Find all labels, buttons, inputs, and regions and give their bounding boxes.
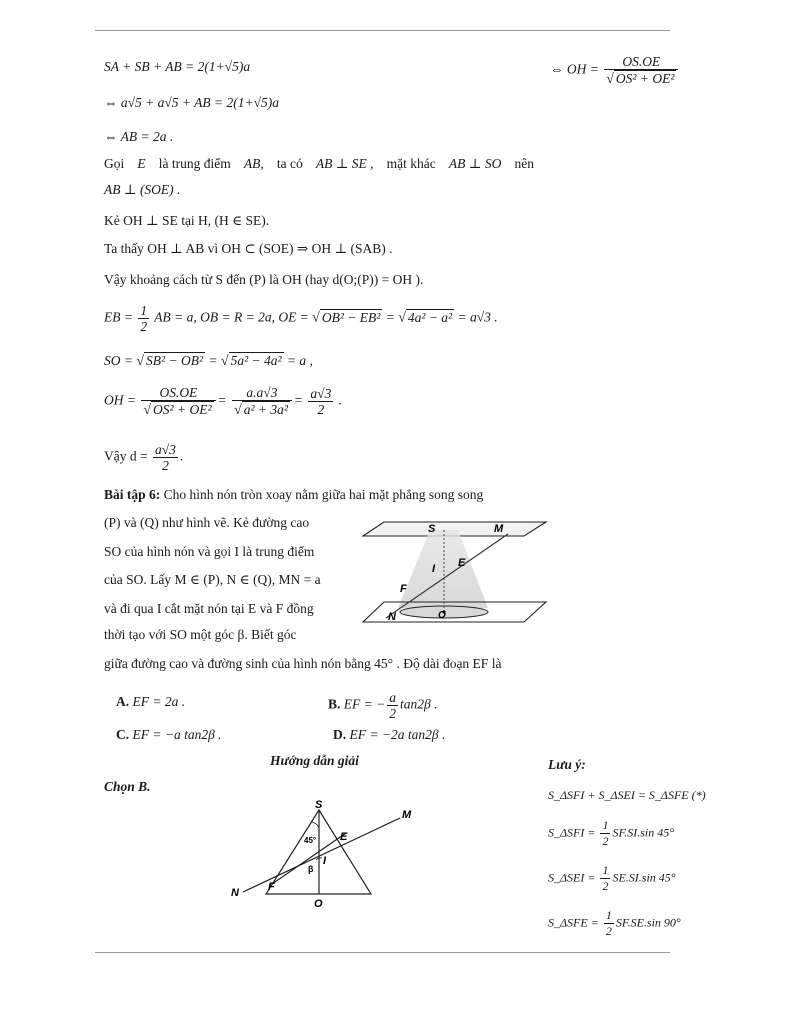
so-sqrt-1: SB² − OB²	[146, 353, 203, 368]
oh-frac-1: $\frac{OS.OE}{\text{√ OS² + OE²}}$	[141, 385, 215, 418]
note-f3-rest: SE.SI.sin 45°	[612, 870, 676, 885]
solution-header: Hướng dẫn giải	[270, 753, 359, 768]
option-b-label: B.	[328, 696, 341, 712]
note-f2	[548, 818, 674, 849]
fig2-label-n: N	[231, 887, 239, 899]
oh-frac-3	[308, 386, 333, 417]
goi-word: Gọi	[104, 156, 125, 171]
oh-frac-2: $\frac{a.a√3}{\text{√ a² + 3a²}}$	[232, 385, 292, 418]
so-equation: SO = √ SB² − OB² = √ 5a² − 4a² = a ,	[104, 353, 313, 369]
vay-d-lhs: Vậy d =	[104, 448, 148, 464]
bottom-rule	[95, 952, 670, 953]
exercise-p6: thời tạo với SO một góc β. Biết góc	[104, 627, 297, 642]
note-f4-num: 1	[605, 908, 612, 922]
option-b-pre: EF = −	[343, 696, 386, 712]
exercise-title: Bài tập 6:	[104, 487, 161, 502]
goi-ab: AB,	[243, 156, 264, 171]
option-a-text: EF = 2a .	[132, 694, 186, 709]
fig2-angle-45: 45°	[304, 836, 317, 845]
right-formula-den: OS² + OE²	[615, 71, 675, 86]
solution-chosen: Chọn B.	[104, 779, 151, 794]
note-title: Lưu ý:	[548, 757, 586, 772]
note-f3-half	[600, 863, 610, 894]
note-f4	[548, 908, 681, 939]
option-a[interactable]	[116, 693, 185, 711]
fig1-label-m: M	[494, 523, 504, 535]
exercise-p5: và đi qua I cắt mặt nón tại E và F đồng	[104, 601, 314, 616]
option-c-text: EF = −a tan2β .	[132, 727, 222, 742]
option-b[interactable]	[328, 690, 437, 721]
eq-line-3: ⇔ AB = 2a .	[104, 129, 174, 144]
oh-num-1: OS.OE	[141, 385, 215, 401]
oh-lhs: OH =	[104, 392, 136, 408]
note-f4-lhs: S_ΔSFE =	[548, 915, 599, 930]
eb-lhs: EB =	[104, 309, 133, 325]
exercise-p7: giữa đường cao và đường sinh của hình nón bằng 45° . Độ dài đoạn EF là	[104, 656, 502, 671]
note-f1: S_ΔSFI + S_ΔSEI = S_ΔSFE (*)	[548, 788, 706, 802]
note-f4-den: 2	[605, 924, 612, 938]
eq-line-2: ⇔ a√5 + a√5 + AB = 2(1+√5)a	[104, 95, 280, 110]
vay-khoang-cach-line: Vậy khoảng cách từ S đến (P) là OH (hay d(O;(P)) = OH ).	[104, 272, 424, 287]
option-b-frac	[387, 690, 398, 721]
option-b-post: tan2β .	[399, 696, 438, 712]
fig1-label-n: N	[388, 611, 396, 623]
oh-num-3: a√3	[310, 386, 332, 401]
vay-d-num: a√3	[154, 442, 176, 457]
exercise-p3: SO của hình nón và gọi I là trung điểm	[104, 544, 315, 559]
exercise-p4: của SO. Lấy M ∈ (P), N ∈ (Q), MN = a	[104, 572, 321, 587]
ta-thay-line: Ta thấy OH ⊥ AB vì OH ⊂ (SOE) ⇒ OH ⊥ (SAB) .	[104, 241, 393, 256]
fig2-label-i: I	[323, 855, 327, 867]
note-f2-rest: SF.SI.sin 45°	[612, 825, 675, 840]
oh-equation: OH = $\frac{OS.OE}{\text{√ OS² + OE²}}$ = $\frac{a.a√3}{\text{√ a² + 3a²}}$ = $\frac{a√3}{2}$ .	[104, 385, 343, 418]
note-f2-lhs: S_ΔSFI =	[548, 825, 596, 840]
note-f2-num: 1	[602, 818, 609, 832]
eb-half-num: 1	[140, 303, 148, 318]
eb-half-den: 2	[140, 319, 148, 334]
eb-sqrt-1: OB² − EB²	[321, 309, 381, 325]
fig2-label-s: S	[315, 800, 323, 811]
note-f2-den: 2	[602, 834, 609, 848]
vay-d-frac	[153, 442, 178, 473]
option-c[interactable]	[116, 726, 222, 744]
note-f3-lhs: S_ΔSEI =	[548, 870, 596, 885]
option-d[interactable]	[333, 726, 445, 744]
oh-den-1: OS² + OE²	[153, 402, 212, 417]
oh-den-2: a² + 3a²	[243, 402, 288, 417]
goi-trung-diem: là trung điểm	[158, 156, 231, 171]
right-formula-num: OS.OE	[604, 54, 678, 70]
option-d-label: D.	[333, 727, 347, 742]
option-c-label: C.	[116, 727, 130, 742]
option-b-den: 2	[389, 706, 396, 721]
so-eq: =	[208, 353, 218, 368]
exercise-intro: Cho hình nón tròn xoay nằm giữa hai mặt phẳng song song	[163, 487, 484, 502]
note-f4-rest: SF.SE.sin 90°	[615, 915, 681, 930]
fig1-label-s: S	[428, 523, 436, 535]
fig1-label-o: O	[438, 610, 446, 621]
fig2-label-f: F	[268, 881, 275, 893]
fig2-label-o: O	[314, 898, 323, 910]
paragraph-goi-e	[104, 155, 534, 173]
eb-sqrt-2: 4a² − a²	[407, 309, 453, 325]
eb-rest: AB = a, OB = R = 2a, OE =	[154, 309, 309, 325]
goi-ab-perp-so: AB ⊥ SO	[448, 156, 502, 171]
fig2-angle-beta: β	[308, 864, 314, 874]
goi-nen: nên	[514, 156, 534, 171]
fig2-label-e: E	[340, 831, 348, 843]
oh-num-2: a.a√3	[232, 385, 292, 401]
goi-ta-co: ta có	[276, 156, 303, 171]
eq-line-1: SA + SB + AB = 2(1+√5)a	[104, 59, 251, 74]
fig2-label-m: M	[402, 809, 412, 821]
cone-figure	[358, 514, 548, 634]
right-formula-fraction: $\frac{OS.OE}{\text{√ OS² + OE²}}$	[604, 54, 678, 87]
so-sqrt-2: 5a² − 4a²	[230, 353, 282, 368]
note-f4-half	[604, 908, 614, 939]
goi-ab-perp-se: AB ⊥ SE ,	[315, 156, 374, 171]
vay-d-den: 2	[162, 458, 169, 473]
eb-end: = a√3 .	[457, 309, 498, 325]
cross-section-figure	[228, 800, 428, 910]
right-formula	[550, 54, 680, 87]
so-end: = a ,	[286, 353, 313, 368]
eb-eq: =	[385, 309, 395, 325]
fig1-label-f: F	[400, 583, 407, 595]
note-f3-num: 1	[602, 863, 609, 877]
option-a-label: A.	[116, 694, 130, 709]
note-f2-half	[600, 818, 610, 849]
right-formula-lhs: ⇔ OH =	[550, 61, 599, 77]
note-f3-den: 2	[602, 879, 609, 893]
option-d-text: EF = −2a tan2β .	[349, 727, 446, 742]
oh-den-3: 2	[317, 402, 325, 417]
option-b-num: a	[389, 690, 396, 705]
exercise-title-line	[104, 486, 483, 504]
top-rule	[95, 30, 670, 31]
goi-mat-khac: mặt khác	[386, 156, 436, 171]
vay-d-equation: Vậy d = $\frac{a√3}{2}$ .	[104, 442, 184, 473]
fig1-label-e: E	[458, 557, 466, 569]
goi-e: E	[137, 156, 146, 171]
eb-half	[138, 303, 149, 334]
ke-oh-line: Kẻ OH ⊥ SE tại H, (H ∈ SE).	[104, 213, 270, 228]
fig1-label-i: I	[432, 563, 436, 575]
exercise-p2: (P) và (Q) như hình vẽ. Kẻ đường cao	[104, 515, 310, 530]
note-f3	[548, 863, 676, 894]
so-lhs: SO =	[104, 353, 133, 368]
ab-perp-soe: AB ⊥ (SOE) .	[104, 182, 181, 197]
eb-equation: EB = $\frac{1}{2}$ AB = a, OB = R = 2a, OE = √ OB² − EB² = √ 4a² − a² = a√3 .	[104, 303, 498, 334]
